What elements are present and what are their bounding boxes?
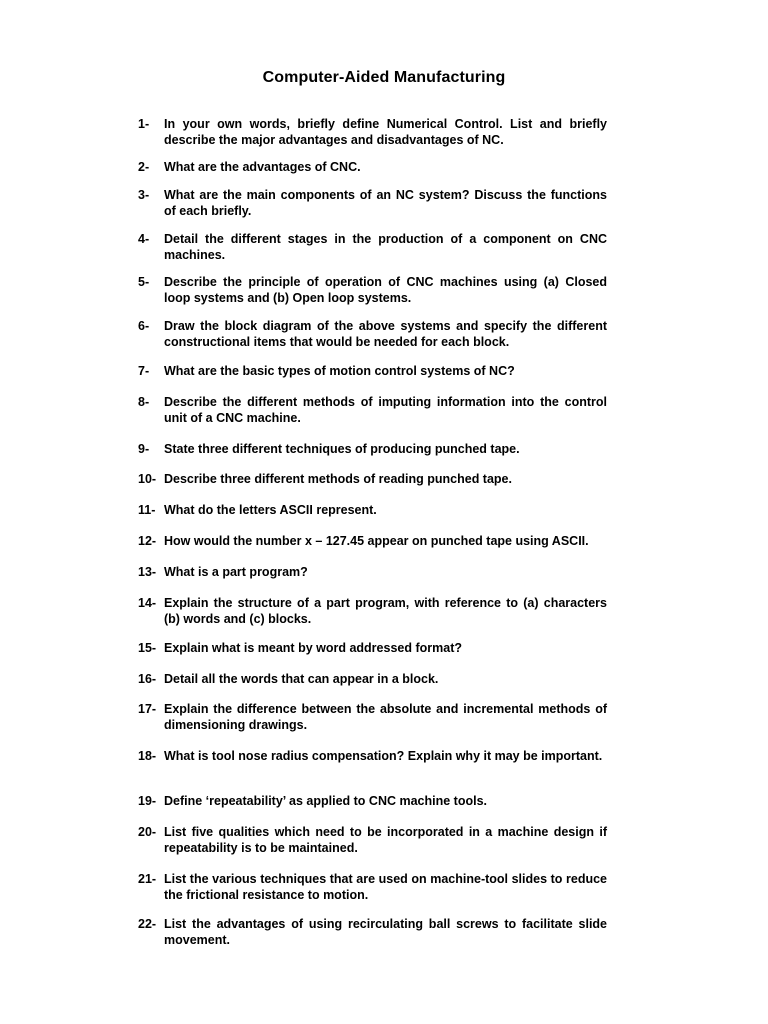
question-number: 20- bbox=[138, 825, 157, 839]
question-text: Describe the principle of operation of CNC machines using (a) Closed loop systems and (b) Open loop systems. bbox=[164, 275, 607, 305]
question-text: What do the letters ASCII represent. bbox=[164, 503, 377, 517]
question-number: 7- bbox=[138, 364, 150, 378]
question-number: 18- bbox=[138, 749, 157, 763]
question-item bbox=[138, 824, 608, 856]
question-text: Draw the block diagram of the above systems and specify the different constructional items that would be needed for each block. bbox=[164, 319, 607, 349]
question-item bbox=[138, 187, 608, 219]
question-item bbox=[138, 116, 608, 148]
question-item bbox=[138, 159, 608, 175]
question-text: What is tool nose radius compensation? Explain why it may be important. bbox=[164, 749, 603, 763]
question-item bbox=[138, 701, 608, 733]
question-number: 14- bbox=[138, 596, 157, 610]
question-item bbox=[138, 274, 608, 306]
question-item bbox=[138, 394, 608, 426]
question-item bbox=[138, 363, 608, 379]
question-number: 17- bbox=[138, 702, 157, 716]
question-number: 21- bbox=[138, 872, 157, 886]
question-text: What are the basic types of motion control systems of NC? bbox=[164, 364, 515, 378]
question-item bbox=[138, 671, 608, 687]
question-item bbox=[138, 441, 608, 457]
question-text: Describe the different methods of imputing information into the control unit of a CNC machine. bbox=[164, 395, 607, 425]
question-text: List the advantages of using recirculating ball screws to facilitate slide movement. bbox=[164, 917, 607, 947]
question-text: Explain what is meant by word addressed format? bbox=[164, 641, 462, 655]
question-item bbox=[138, 318, 608, 350]
question-text: Explain the difference between the absolute and incremental methods of dimensioning drawings. bbox=[164, 702, 607, 732]
question-text: What is a part program? bbox=[164, 565, 308, 579]
question-text: Explain the structure of a part program, with reference to (a) characters (b) words and (c) blocks. bbox=[164, 596, 607, 626]
question-number: 8- bbox=[138, 395, 150, 409]
question-number: 1- bbox=[138, 117, 150, 131]
question-item bbox=[138, 640, 608, 656]
question-text: What are the main components of an NC system? Discuss the functions of each briefly. bbox=[164, 188, 607, 218]
question-item bbox=[138, 748, 608, 764]
question-number: 9- bbox=[138, 442, 150, 456]
question-item bbox=[138, 871, 608, 903]
question-item bbox=[138, 595, 608, 627]
question-item bbox=[138, 793, 608, 809]
question-item bbox=[138, 564, 608, 580]
question-number: 22- bbox=[138, 917, 157, 931]
question-number: 10- bbox=[138, 472, 157, 486]
question-text: Describe three different methods of reading punched tape. bbox=[164, 472, 512, 486]
question-text: Detail the different stages in the production of a component on CNC machines. bbox=[164, 232, 607, 262]
question-text: State three different techniques of producing punched tape. bbox=[164, 442, 520, 456]
page-title: Computer-Aided Manufacturing bbox=[262, 69, 506, 86]
question-number: 5- bbox=[138, 275, 150, 289]
question-number: 12- bbox=[138, 534, 157, 548]
question-text: How would the number x – 127.45 appear on punched tape using ASCII. bbox=[164, 534, 589, 548]
question-number: 19- bbox=[138, 794, 157, 808]
question-number: 13- bbox=[138, 565, 157, 579]
question-number: 15- bbox=[138, 641, 157, 655]
question-number: 11- bbox=[138, 503, 156, 517]
question-text: Detail all the words that can appear in a block. bbox=[164, 672, 439, 686]
question-text: List five qualities which need to be incorporated in a machine design if repeatability is to be maintained. bbox=[164, 825, 607, 855]
question-number: 4- bbox=[138, 232, 150, 246]
question-number: 3- bbox=[138, 188, 150, 202]
question-number: 6- bbox=[138, 319, 150, 333]
question-text: What are the advantages of CNC. bbox=[164, 160, 361, 174]
question-text: List the various techniques that are used on machine-tool slides to reduce the frictional resistance to motion. bbox=[164, 872, 607, 902]
question-text: Define ‘repeatability’ as applied to CNC machine tools. bbox=[164, 794, 487, 808]
question-item bbox=[138, 231, 608, 263]
question-item bbox=[138, 502, 608, 518]
question-number: 2- bbox=[138, 160, 150, 174]
question-text: In your own words, briefly define Numerical Control. List and briefly describe the major advantages and disadvantages of NC. bbox=[164, 117, 607, 147]
question-item bbox=[138, 533, 608, 549]
question-number: 16- bbox=[138, 672, 157, 686]
question-item bbox=[138, 471, 608, 487]
question-item bbox=[138, 916, 608, 948]
